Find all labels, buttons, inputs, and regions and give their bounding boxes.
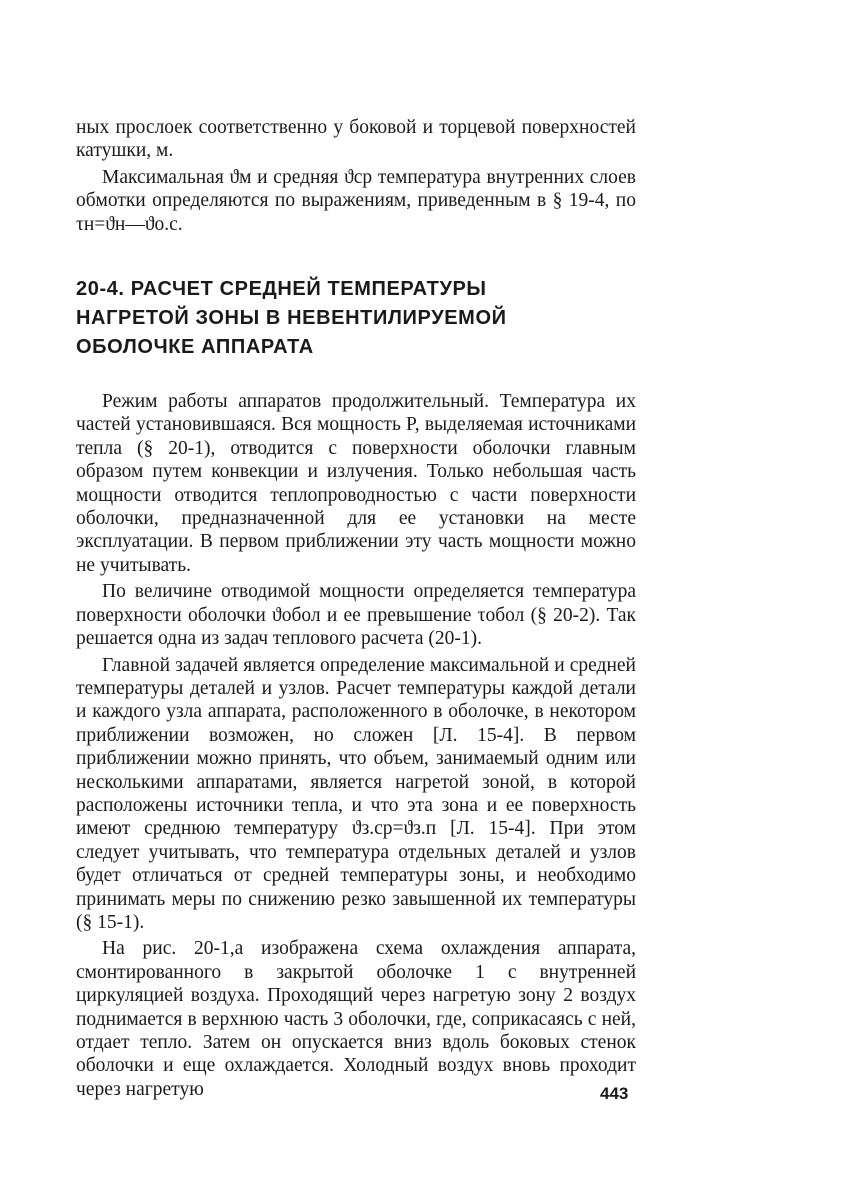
paragraph-surface-temperature: По величине отводимой мощности определяется температура поверхности оболочки ϑобол и ее превышение τобол (§ 20-2). Так решается одна из задач теплового расчета (20-1). <box>76 581 636 650</box>
intro-paragraph-temperature: Максимальная ϑм и средняя ϑср температура внутренних слоев обмотки определяются по выражениям, приведенным в § 19-4, по τн=ϑн—ϑо.с. <box>76 166 636 235</box>
paragraph-operating-mode: Режим работы аппаратов продолжительный. Температура их частей установившаяся. Вся мощность P, выделяемая источниками тепла (§ 20-1), отводится с поверхности оболочки главным образом путем конвекции и излучения. Только небольшая часть мощности отводится теплопроводностью с части поверхности оболочки, предназначенной для ее установки на месте эксплуатации. В первом приближении эту часть мощности можно не учитывать. <box>76 391 636 576</box>
section-heading-line-3: ОБОЛОЧКЕ АППАРАТА <box>76 336 314 359</box>
section-heading-line-2: НАГРЕТОЙ ЗОНЫ В НЕВЕНТИЛИРУЕМОЙ <box>76 307 507 330</box>
intro-paragraph-continuation: ных прослоек соответственно у боковой и торцевой поверхностей катушки, м. <box>76 117 636 162</box>
page-body <box>76 116 636 1101</box>
paragraph-main-task: Главной задачей является определение максимальной и средней температуры деталей и узлов. Расчет температуры каждой детали и каждого узла аппарата, расположенного в оболочке, в некотором приближении возможен, но сложен [Л. 15-4]. В первом приближении можно принять, что объем, занимаемый одним или несколькими аппаратами, является нагретой зоной, в которой расположены источники тепла, и что эта зона и ее поверхность имеют среднюю температуру ϑз.ср=ϑз.п [Л. 15-4]. При этом следует учитывать, что температура отдельных деталей и узлов будет отличаться от средней температуры зоны, и необходимо принимать меры по снижению резко завышенной их температуры (§ 15-1). <box>76 654 636 933</box>
page-number: 443 <box>600 1084 629 1103</box>
section-heading <box>76 275 636 362</box>
paragraph-cooling-scheme: На рис. 20-1,а изображена схема охлаждения аппарата, смонтированного в закрытой оболочке 1 с внутренней циркуляцией воздуха. Проходящий через нагретую зону 2 воздух поднимается в верхнюю часть 3 оболочки, где, соприкасаясь с ней, отдает тепло. Затем он опускается вниз вдоль боковых стенок оболочки и еще охлаждается. Холодный воздух вновь проходит через нагретую <box>76 938 636 1100</box>
section-heading-line-1: 20-4. РАСЧЕТ СРЕДНЕЙ ТЕМПЕРАТУРЫ <box>76 278 487 301</box>
